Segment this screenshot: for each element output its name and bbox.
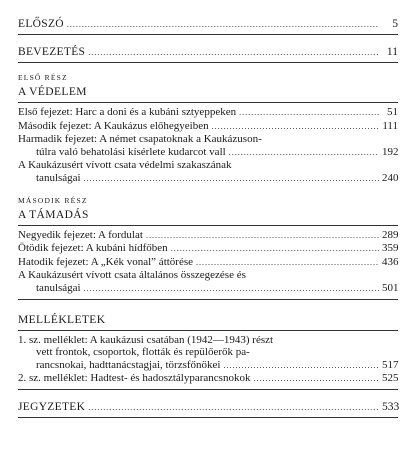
entry-title-line: rancsnokai, hadttanácstagjai, törzsfőnökei [36, 358, 221, 371]
entry-page: 533 [382, 400, 400, 413]
divider [18, 102, 398, 103]
dot-leader [171, 243, 379, 256]
part-label: ELSŐ RÉSZ [18, 73, 68, 82]
entry-page: 436 [382, 255, 399, 268]
toc-entry [18, 159, 398, 185]
table-of-contents [18, 18, 398, 421]
entry-title: JEGYZETEK [18, 400, 86, 413]
dot-leader [253, 373, 379, 386]
toc-entry-eloszo [18, 18, 398, 31]
toc-entry [18, 256, 398, 270]
entry-page: 192 [382, 145, 399, 158]
entry-page: 11 [386, 46, 398, 58]
toc-entry [18, 372, 398, 386]
entry-title: Negyedik fejezet: A fordulat [18, 228, 143, 241]
entry-page: 5 [392, 18, 398, 30]
dot-leader [196, 257, 379, 270]
entry-title-line: A Kaukázusért vívott csata védelmi szakaszának [18, 159, 232, 172]
dot-leader [88, 401, 379, 414]
entry-title: Második fejezet: A Kaukázus előhegyeiben [18, 119, 209, 132]
divider [18, 330, 398, 331]
entry-title-line: Harmadik fejezet: A német csapatoknak a Kaukázuson- [18, 133, 262, 146]
divider [18, 34, 398, 35]
entry-title: ELŐSZÓ [18, 18, 64, 30]
dot-leader [88, 46, 379, 59]
divider [18, 299, 398, 300]
entry-title: Hatodik fejezet: A „Kék vonal” áttörése [18, 255, 194, 268]
part-title: A VÉDELEM [18, 86, 87, 98]
entry-title-line: A Kaukázusért vívott csata általános összegezése és [18, 269, 246, 282]
divider [18, 62, 398, 63]
entry-page: 517 [382, 358, 399, 371]
dot-leader [84, 173, 379, 186]
toc-entry-bevezetes [18, 46, 398, 59]
toc-entry [18, 120, 398, 134]
entry-title: 2. sz. melléklet: Hadtest- és hadosztályparancsnokok [18, 372, 251, 385]
section-title: MELLÉKLETEK [18, 313, 106, 326]
toc-entry [18, 133, 398, 159]
dot-leader [229, 147, 379, 160]
dot-leader [224, 360, 380, 373]
toc-entry [18, 242, 398, 256]
toc-entry [18, 269, 398, 295]
entry-title-line: 1. sz. melléklet: A kaukázusi csatában (1942—1943) részt [18, 333, 274, 346]
toc-entry [18, 229, 398, 243]
part-label: MÁSODIK RÉSZ [18, 195, 88, 205]
entry-page: 501 [382, 281, 399, 294]
entry-title: Első fejezet: Harc a doni és a kubáni sztyeppeken [18, 106, 237, 118]
divider [18, 389, 398, 390]
toc-entry-jegyzetek [18, 401, 398, 414]
divider [18, 417, 398, 418]
entry-page: 240 [382, 171, 399, 184]
entry-page: 359 [382, 242, 399, 255]
entry-title-line: tanulságai [36, 171, 81, 184]
dot-leader [146, 230, 379, 243]
dot-leader [67, 18, 379, 31]
entry-page: 289 [382, 228, 399, 241]
entry-title: Ötödik fejezet: A kubáni hídfőben [18, 242, 168, 255]
dot-leader [84, 283, 379, 296]
entry-page: 51 [387, 106, 398, 118]
entry-page: 525 [382, 372, 399, 385]
part-title: A TÁMADÁS [18, 208, 89, 221]
dot-leader [212, 121, 379, 134]
divider [18, 225, 398, 226]
toc-entry [18, 106, 398, 120]
dot-leader [239, 107, 379, 120]
entry-title-line: túlra való behatolási kísérlete kudarcot vall [36, 145, 226, 158]
entry-page: 111 [382, 119, 398, 132]
toc-entry [18, 334, 398, 373]
entry-title-line: vett frontok, csoportok, flották és repülőerők pa- [36, 346, 250, 359]
entry-title: BEVEZETÉS [18, 46, 86, 58]
entry-title-line: tanulságai [36, 281, 81, 294]
